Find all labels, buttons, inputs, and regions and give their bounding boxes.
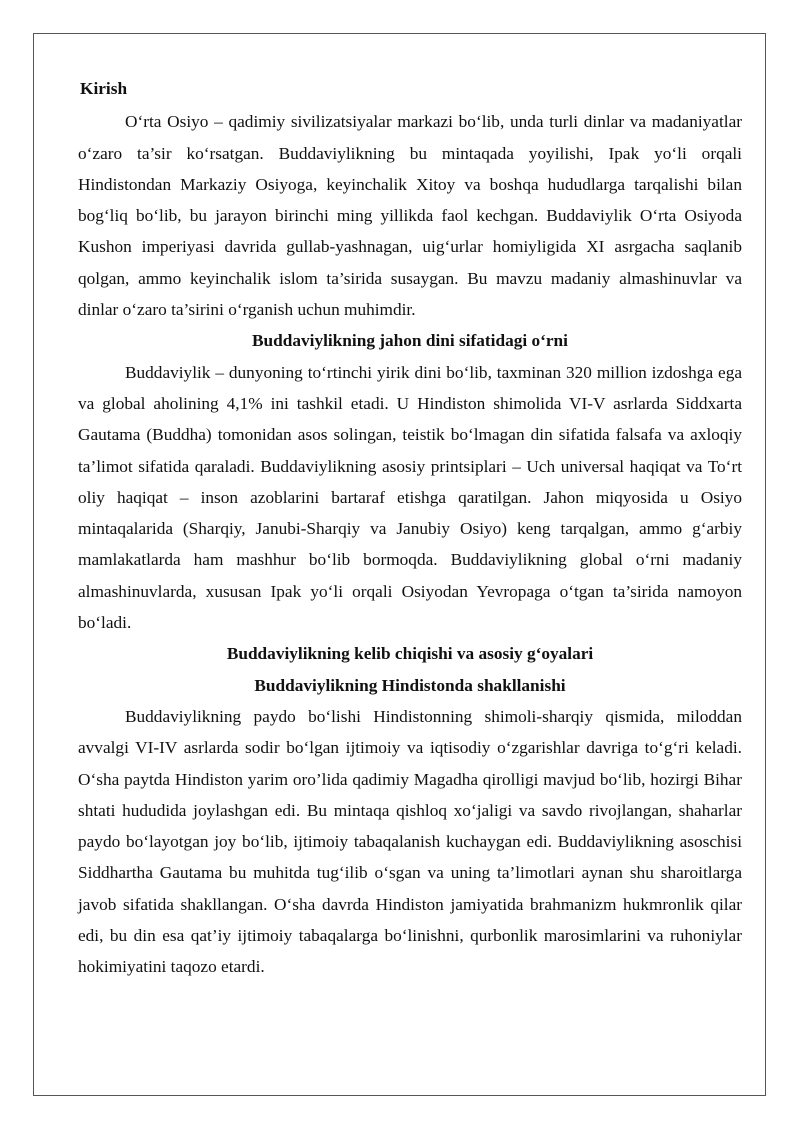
document-body [78,73,742,983]
section2-subheading: Buddaviylikning Hindistonda shakllanishi [254,675,566,695]
intro-heading: Kirish [80,79,128,98]
intro-paragraph: O‘rta Osiyo – qadimiy sivilizatsiyalar markazi bo‘lib, unda turli dinlar va madaniyatlar o‘zaro ta’sir ko‘rsatgan. Buddaviylikning bu mintaqada yoyilishi, Ipak yo‘li orqali Hindistondan Markaziy Osiyoga, keyinchalik Xitoy va boshqa hududlarga tarqalishi bilan bog‘liq bo‘lib, bu jarayon birinchi ming yillikda faol kechgan. Buddaviylik O‘rta Osiyoda Kushon imperiyasi davrida gullab-yashnagan, uig‘urlar homiyligida XI asrgacha saqlanib qolgan, ammo keyinchalik islom ta’sirida susaygan. Bu mavzu madaniy almashinuvlar va dinlar o‘zaro ta’sirini o‘rganish uchun muhimdir. [78,112,742,320]
section2-paragraph: Buddaviylikning paydo bo‘lishi Hindistonning shimoli-sharqiy qismida, miloddan avvalgi VI-IV asrlarda sodir bo‘lgan ijtimoiy va iqtisodiy o‘zgarishlar davriga to‘g‘ri keladi. O‘sha paytda Hindiston yarim oro’lida qadimiy Magadha qirolligi mavjud bo‘lib, hozirgi Bihar shtati hududida joylashgan edi. Bu mintaqa qishloq xo‘jaligi va savdo rivojlangan, shaharlar paydo bo‘layotgan joy bo‘lib, ijtimoiy tabaqalanish kuchaygan edi. Buddaviylikning asoschisi Siddhartha Gautama bu muhitda tug‘ilib o‘sgan va uning ta’limotlari aynan shu sharoitlarga javob sifatida shakllangan. O‘sha davrda Hindiston jamiyatida brahmanizm hukmronlik qilar edi, bu din esa qat’iy ijtimoiy tabaqalarga bo‘linishni, qurbonlik marosimlarini va ruhoniylar hokimiyatini taqozo etardi. [78,706,742,977]
section1-paragraph: Buddaviylik – dunyoning to‘rtinchi yirik dini bo‘lib, taxminan 320 million izdoshga ega va global aholining 4,1% ini tashkil etadi. U Hindiston shimolida VI-V asrlarda Siddxarta Gautama (Buddha) tomonidan asos solingan, teistik bo‘lmagan din sifatida falsafa va axloqiy ta’limot sifatida qaraladi. Buddaviylikning asosiy printsiplari – Uch universal haqiqat va To‘rt oliy haqiqat – inson azoblarini bartaraf etishga qaratilgan. Jahon miqyosida u Osiyo mintaqalarida (Sharqiy, Janubi-Sharqiy va Janubiy Osiyo) keng tarqalgan, ammo g‘arbiy mamlakatlarda ham mashhur bo‘lib bormoqda. Buddaviylikning global o‘rni madaniy almashinuvlarda, xususan Ipak yo‘li orqali Osiyodan Yevropaga o‘tgan ta’sirida namoyon bo‘ladi. [78,362,742,633]
section1-heading: Buddaviylikning jahon dini sifatidagi o‘rni [252,331,568,351]
section2-heading: Buddaviylikning kelib chiqishi va asosiy g‘oyalari [226,644,594,664]
